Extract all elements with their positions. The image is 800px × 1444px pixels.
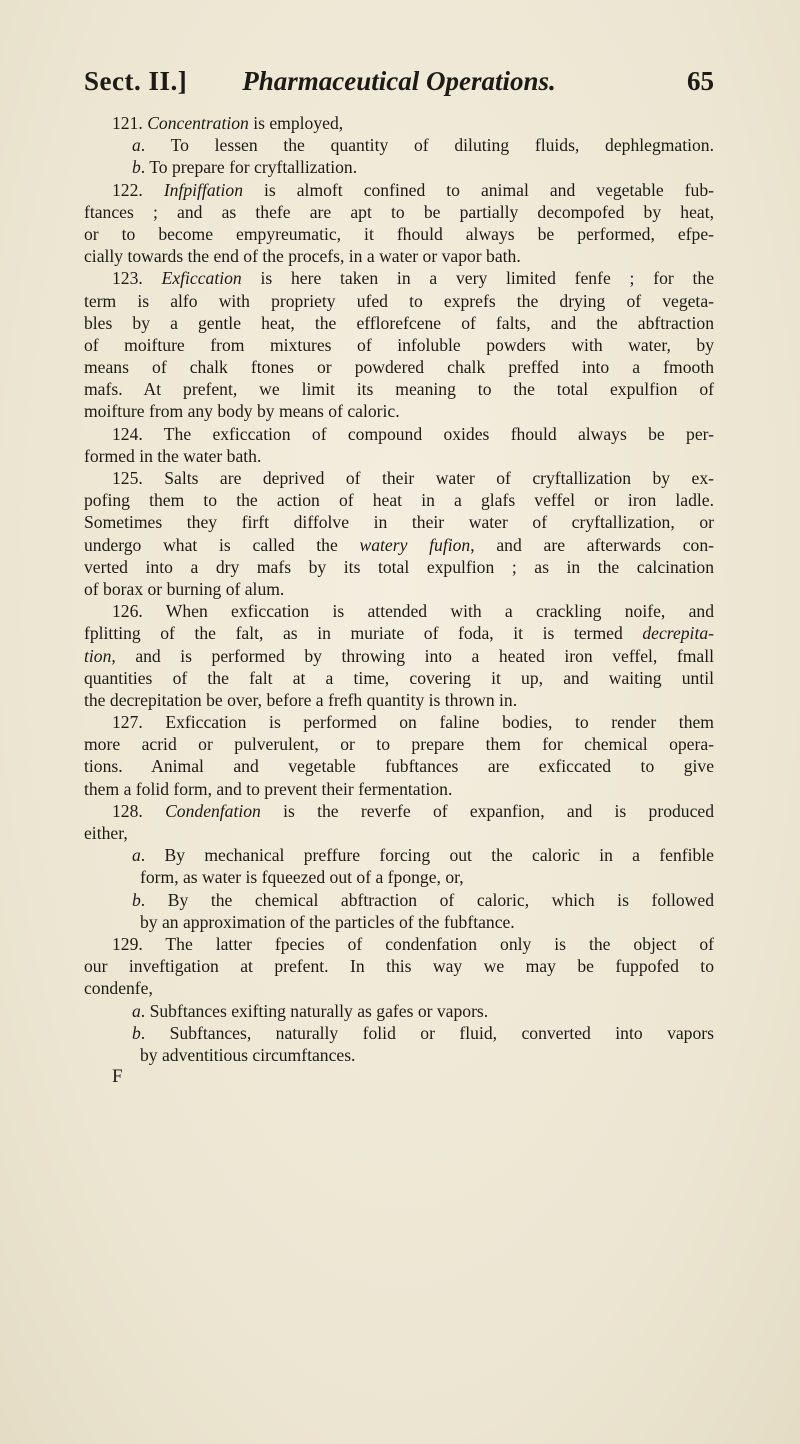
text-line (84, 822, 714, 844)
text-run: pofing them to the action of heat in a glafs veffel or iron ladle. (84, 490, 714, 511)
text-line (84, 1000, 714, 1022)
text-line (84, 156, 714, 178)
text-line (84, 467, 714, 489)
text-run: bles by a gentle heat, the efflorefcene of falts, and the abftraction (84, 312, 714, 333)
italic-term: Exficcation (161, 268, 242, 289)
text-run: by adventitious circumftances. (140, 1044, 356, 1065)
text-run: 123. (112, 268, 162, 289)
text-run: verted into a dry mafs by its total expulfion ; as in the calcination (84, 556, 714, 577)
text-line (84, 933, 714, 955)
text-line (84, 1022, 714, 1044)
text-line (84, 334, 714, 356)
text-line (84, 245, 714, 267)
text-run: or to become empyreumatic, it fhould always be performed, efpe- (84, 223, 714, 244)
text-line (84, 378, 714, 400)
text-run: is the reverfe of expanfion, and is produced (260, 800, 715, 821)
italic-term: decrepita- (642, 623, 714, 644)
text-run: them a folid form, and to prevent their fermentation. (84, 778, 453, 799)
text-line (84, 356, 714, 378)
text-line (84, 223, 714, 245)
text-run: means of chalk ftones or powdered chalk preffed into a fmooth (84, 357, 714, 378)
text-run: tions. Animal and vegetable fubftances are exficcated to give (84, 756, 714, 777)
italic-term: Condenfation (165, 800, 261, 821)
text-line (84, 711, 714, 733)
text-line (84, 312, 714, 334)
text-run: 129. The latter fpecies of condenfation only is the object of (112, 933, 714, 954)
text-run: 127. Exficcation is performed on faline bodies, to render them (112, 712, 714, 733)
text-line (84, 534, 714, 556)
running-header (84, 62, 714, 102)
running-title: Pharmaceutical Operations. (242, 66, 556, 96)
text-line (84, 578, 714, 600)
text-line (84, 179, 714, 201)
text-run: . To lessen the quantity of diluting fluids, dephlegmation. (140, 135, 714, 156)
text-run: , and is performed by throwing into a heated iron veffel, fmall (111, 645, 714, 666)
text-run: . By mechanical preffure forcing out the caloric in a fenfible (140, 845, 714, 866)
italic-term: b (132, 157, 141, 178)
text-run: 124. The exficcation of compound oxides fhould always be per- (112, 423, 714, 444)
text-line (84, 866, 714, 888)
text-run: ftances ; and as thefe are apt to be partially decompofed by heat, (84, 201, 714, 222)
text-run: . By the chemical abftraction of caloric, which is followed (140, 889, 714, 910)
text-run: of borax or burning of alum. (84, 578, 285, 599)
text-run: undergo what is called the (84, 534, 360, 555)
text-line (84, 844, 714, 866)
text-run: of moifture from mixtures of infoluble powders with water, by (84, 334, 714, 355)
text-run: . Subftances, naturally folid or fluid, converted into vapors (140, 1022, 714, 1043)
text-line (84, 489, 714, 511)
text-run: quantities of the falt at a time, covering it up, and waiting until (84, 667, 714, 688)
text-line (84, 134, 714, 156)
text-line (84, 622, 714, 644)
italic-term: a (132, 135, 141, 156)
text-run: . Subftances exifting naturally as gafes or vapors. (140, 1000, 489, 1021)
text-line (84, 911, 714, 933)
text-line (84, 977, 714, 999)
text-run: 126. When exficcation is attended with a crackling noife, and (112, 601, 714, 622)
text-line (84, 201, 714, 223)
text-line (84, 889, 714, 911)
text-line (84, 645, 714, 667)
text-run: . To prepare for cryftallization. (140, 157, 358, 178)
italic-term: b (132, 889, 141, 910)
page-number: 65 (687, 66, 714, 96)
text-line (84, 689, 714, 711)
text-line (84, 600, 714, 622)
text-run: 125. Salts are deprived of their water of cryftallization by ex- (112, 468, 714, 488)
text-run: 122. (112, 179, 164, 200)
text-line (84, 800, 714, 822)
text-line (84, 400, 714, 422)
text-run: by an approximation of the particles of the fubftance. (140, 911, 515, 932)
italic-term: b (132, 1022, 141, 1043)
text-run: more acrid or pulverulent, or to prepare them for chemical opera- (84, 734, 714, 755)
italic-term: a (132, 1000, 141, 1021)
catchword: F (112, 1066, 123, 1088)
body-text (84, 112, 714, 1088)
italic-term: Concentration (147, 113, 249, 133)
text-line (84, 755, 714, 777)
text-run: 121. (112, 113, 148, 133)
text-run: Sometimes they firft diffolve in their water of cryftallization, or (84, 512, 714, 533)
text-line (84, 511, 714, 533)
text-run: is employed, (248, 113, 344, 133)
text-run: is here taken in a very limited fenfe ; for the (241, 268, 715, 289)
text-run: condenfe, (84, 978, 153, 999)
text-run: , and are afterwards con- (470, 534, 714, 555)
section-label: Sect. II.] (84, 66, 188, 96)
text-run: cially towards the end of the procefs, in a water or vapor bath. (84, 246, 521, 267)
text-run: moifture from any body by means of caloric. (84, 401, 400, 422)
text-line (84, 1044, 714, 1066)
text-line (84, 667, 714, 689)
text-line (84, 733, 714, 755)
italic-term: Infpiffation (163, 179, 243, 200)
text-run: 128. (112, 800, 166, 821)
italic-term: tion (84, 645, 112, 666)
text-run: our inveftigation at prefent. In this way we may be fuppofed to (84, 956, 714, 977)
italic-term: a (132, 845, 141, 866)
text-line (84, 267, 714, 289)
text-run: fplitting of the falt, as in muriate of foda, it is termed (84, 623, 643, 644)
text-line (84, 445, 714, 467)
text-run: form, as water is fqueezed out of a fponge, or, (140, 867, 464, 888)
text-line (84, 112, 714, 134)
text-line (84, 423, 714, 445)
text-run: either, (84, 823, 128, 843)
text-line (84, 778, 714, 800)
text-line (84, 556, 714, 578)
text-line (84, 955, 714, 977)
text-run: mafs. At prefent, we limit its meaning to the total expulfion of (84, 379, 714, 400)
text-run: formed in the water bath. (84, 445, 262, 466)
text-run: is almoft confined to animal and vegetable fub- (242, 179, 714, 200)
text-line (84, 290, 714, 312)
italic-term: watery fufion (359, 534, 471, 555)
text-run: the decrepitation be over, before a frefh quantity is thrown in. (84, 689, 518, 710)
text-run: term is alfo with propriety ufed to exprefs the drying of vegeta- (84, 290, 714, 311)
